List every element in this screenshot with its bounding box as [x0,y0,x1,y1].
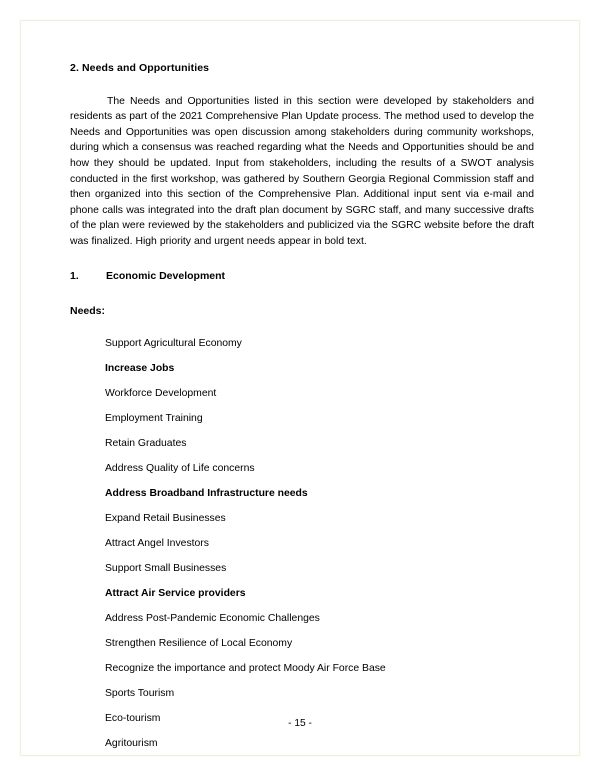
needs-label: Needs: [70,305,106,318]
needs-list-item: Sports Tourism [105,688,175,700]
needs-list-item: Retain Graduates [105,437,187,449]
page-content [70,62,534,762]
needs-list-item: Workforce Development [105,387,217,399]
needs-list-item: Increase Jobs [105,362,175,374]
needs-list-item: Eco-tourism [105,713,161,725]
needs-list-item: Agritourism [105,738,158,750]
needs-list-item: Address Post-Pandemic Economic Challenges [105,613,320,625]
needs-list-item: Recognize the importance and protect Moody Air Force Base [105,663,386,675]
page-number: - 15 - [288,718,312,729]
intro-paragraph: The Needs and Opportunities listed in this section were developed by stakeholders and residents as part of the 2021 Comprehensive Plan Update process. The method used to develop the Needs and Opportunities was open discussion among stakeholders during community workshops, during which a consensus was reached regarding what the Needs and Opportunities should be and how they should be updated. Input from stakeholders, including the results of a SWOT analysis conducted in the first workshop, was gathered by Southern Georgia Regional Commission staff and then organized into this section of the Comprehensive Plan. Additional input sent via e-mail and phone calls was integrated into the draft plan document by SGRC staff, and many successive drafts of the plan were reviewed by the stakeholders and publicized via the SGRC website before the draft was finalized. High priority and urgent needs appear in bold text. [70,95,534,247]
needs-list-item: Strengthen Resilience of Local Economy [105,638,293,650]
needs-list-item: Support Small Businesses [105,563,227,574]
needs-list-item: Attract Air Service providers [105,588,246,600]
needs-list-item: Support Agricultural Economy [105,337,242,349]
section-title: Economic Development [106,269,226,282]
page-title: 2. Needs and Opportunities [70,62,210,74]
needs-list-item: Address Quality of Life concerns [105,462,255,474]
needs-list-item: Address Broadband Infrastructure needs [105,487,308,499]
needs-list [70,337,534,751]
needs-list-item: Employment Training [105,412,203,424]
section-number: 1. [70,269,79,282]
needs-list-item: Attract Angel Investors [105,537,209,549]
needs-list-item: Expand Retail Businesses [105,512,226,524]
section-heading-economic-development [70,270,534,284]
